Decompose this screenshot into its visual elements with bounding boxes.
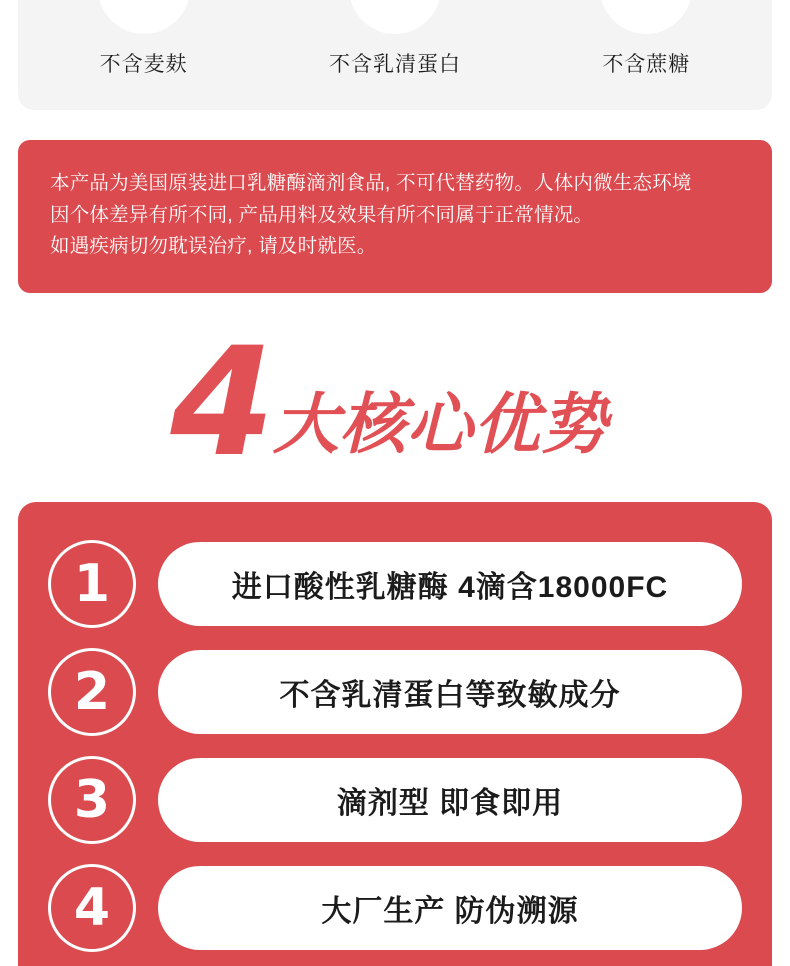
list-item-number: 3 [48,756,136,844]
advantages-heading-text: 大核心优势 [272,386,608,461]
badge-item [18,0,269,110]
list-item-number: 4 [48,864,136,952]
advantages-heading [0,315,790,490]
badge-label: 不含乳清蛋白 [328,53,461,76]
free-from-badges-strip [18,0,772,110]
badge-label: 不含麦麸 [99,53,188,76]
advantages-heading-inner [170,315,608,490]
circle-badge-icon [98,0,190,34]
list-item-text: 滴剂型 即食即用 [158,758,742,842]
list-item [48,540,742,628]
badge-label: 不含蔗糖 [602,53,691,76]
list-item [48,756,742,844]
disclaimer-box [18,140,772,293]
list-item-text: 进口酸性乳糖酶 4滴含18000FC [158,542,742,626]
advantages-list-panel [18,502,772,966]
circle-badge-icon [600,0,692,34]
disclaimer-line-2: 因个体差异有所不同, 产品用料及效果有所不同属于正常情况。 [50,203,594,226]
disclaimer-line-3: 如遇疾病切勿耽误治疗, 请及时就医。 [50,235,377,258]
disclaimer-line-1: 本产品为美国原装进口乳糖酶滴剂食品, 不可代替药物。人体内微生态环境 [50,172,692,194]
badge-item [269,0,520,110]
badge-item [521,0,772,110]
list-item [48,864,742,952]
list-item [48,648,742,736]
advantages-heading-number: 4 [170,315,271,490]
list-item-text: 不含乳清蛋白等致敏成分 [158,650,742,734]
list-item-number: 1 [48,540,136,628]
list-item-number: 2 [48,648,136,736]
circle-badge-icon [349,0,441,34]
list-item-text: 大厂生产 防伪溯源 [158,866,742,950]
